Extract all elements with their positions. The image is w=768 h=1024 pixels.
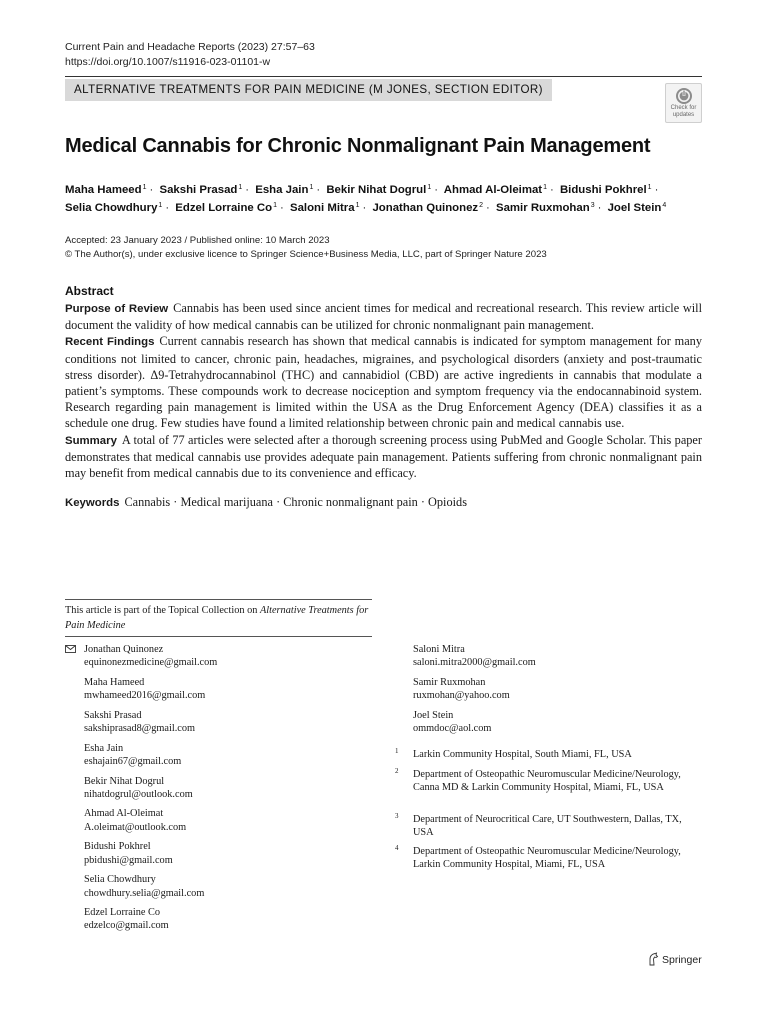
footnote-rule-2 [65,636,372,637]
contact-email[interactable]: chowdhury.selia@gmail.com [84,887,205,899]
affiliation-text: Department of Osteopathic Neuromuscular Medicine/Neurology, Larkin Community Hospital, Miami, FL, USA [413,846,681,871]
author[interactable]: Selia Chowdhury [65,202,158,214]
affiliation-text: Department of Neurocritical Care, UT Southwestern, Dallas, TX, USA [413,814,682,839]
abstract-heading: Abstract [65,284,114,298]
keywords-text: Cannabis · Medical marijuana · Chronic nonmalignant pain · Opioids [124,495,467,509]
author[interactable]: Edzel Lorraine Co [175,202,273,214]
contact-entry [84,807,384,834]
contact-entry [84,873,384,900]
author[interactable]: Maha Hameed [65,184,142,196]
affiliation-text: Department of Osteopathic Neuromuscular Medicine/Neurology, Canna MD & Larkin Community Hospital, Miami, FL, USA [413,769,681,794]
findings-text: Current cannabis research has shown that medical cannabis is indicated for symptom management for many conditions not limited to cancer, chronic pain, headaches, migraines, and psychological disorders (anxiety and post-traumatic stress disorder). Δ9-Tetrahydrocannabinol (THC) and cannabidiol (CBD) are active ingredients in cannabis that modulate a patient’s symptoms. These compounds work to decrease nociception and symptom frequency via the endocannabinoid system. Research regarding pain management is limited within the USA as the Drug Enforcement Agency (DEA) classifies it as a schedule one drug. Few studies have found a limited relationship between chronic pain and medical cannabis use. [65,334,702,431]
affiliation-number: 2 [395,767,399,775]
author-affiliation: 1 [647,184,652,191]
topical-prefix: This article is part of the Topical Collection on [65,605,260,616]
topical-collection-note [65,603,375,633]
contact-email[interactable]: ruxmohan@yahoo.com [413,690,510,702]
author[interactable]: Bidushi Pokhrel [559,184,647,196]
topical-collection-name[interactable]: Alternative Treatments for Pain Medicine [65,605,369,631]
publisher-footer [647,952,702,968]
check-for-updates-badge[interactable] [665,83,702,123]
author[interactable]: Ahmad Al-Oleimat [443,184,543,196]
article-title: Medical Cannabis for Chronic Nonmalignant Pain Management [65,135,651,157]
publication-dates [65,234,705,261]
contacts-left [84,643,384,939]
author-affiliation: 1 [158,202,163,209]
publisher-name: Springer [662,954,702,966]
contact-email[interactable]: A.oleimat@outlook.com [84,821,187,833]
contact-entry [413,643,713,670]
contact-name: Edzel Lorraine Co [84,907,161,919]
journal-citation: Current Pain and Headache Reports (2023) 27:57–63 [65,41,315,53]
contact-email[interactable]: edzelco@gmail.com [84,920,169,932]
author-affiliation: 4 [662,202,667,209]
summary-text: A total of 77 articles were selected after a thorough screening process using PubMed and Google Scholar. This paper demonstrates that medical cannabis use provides adequate pain management. Patients suffering from chronic nonmalignant pain may benefit from medical cannabis due to its convenience and efficacy. [65,432,702,481]
contact-email[interactable]: ommdoc@aol.com [413,723,492,735]
author-affiliation: 1 [142,184,147,191]
keywords [65,494,702,511]
contact-name: Sakshi Prasad [84,709,142,721]
doi-link[interactable]: https://doi.org/10.1007/s11916-023-01101-w [65,56,271,68]
contact-entry [84,775,384,802]
contact-email[interactable]: eshajain67@gmail.com [84,755,182,767]
accepted-date: Accepted: 23 January 2023 / Published online: 10 March 2023 [65,235,330,246]
affiliation-number: 3 [395,812,399,820]
author[interactable]: Bekir Nihat Dogrul [326,184,427,196]
contact-email[interactable]: sakshiprasad8@gmail.com [84,723,195,735]
findings-label: Recent Findings [65,336,155,349]
contact-name: Maha Hameed [84,676,145,688]
author[interactable]: Joel Stein [607,202,662,214]
footnote-rule [65,599,372,600]
author-list: Maha Hameed$^1$ · Sakshi Prasad$^1$ · Esha Jain$^1$ · Bekir Nihat Dogrul$^1$ · Ahmad Al-Oleimat$^1$ · Bidushi Pokhrel$^1$ · Selia Chowdhury$^1$ · Edzel Lorraine $Co^1$ · Saloni Mitra$^1$ · Jonathan Quinonez$^2$ · Samir Ruxmohan$^3$ · Joel Stein$^4$ [65,184,667,214]
author-affiliation: 1 [355,202,360,209]
contact-entry [84,643,384,670]
author[interactable]: Esha Jain [255,184,309,196]
contact-name: Samir Ruxmohan [413,676,486,688]
copyright-notice: © The Author(s), under exclusive licence to Springer Science+Business Media, LLC, part of Springer Nature 2023 [65,248,547,260]
badge-line-2: updates [672,111,695,118]
keywords-label: Keywords [65,497,120,509]
author-affiliation: 1 [543,184,547,191]
abstract-body [65,300,702,481]
affiliation-number: 4 [395,844,399,852]
section-banner: ALTERNATIVE TREATMENTS FOR PAIN MEDICINE (M JONES, SECTION EDITOR) [65,79,552,101]
springer-horse-icon [647,952,659,966]
contact-entry [413,676,713,703]
contact-name: Jonathan Quinonez [84,644,164,655]
contact-name: Bidushi Pokhrel [84,841,151,853]
author[interactable]: Saloni Mitra [290,202,355,214]
contact-email[interactable]: mwhameed2016@gmail.com [84,690,206,702]
contact-name: Saloni Mitra [413,644,465,655]
contact-email[interactable]: equinonezmedicine@gmail.com [84,657,218,669]
affiliation-text: Larkin Community Hospital, South Miami, FL, USA [413,749,632,760]
author-affiliation: 3 [590,202,595,209]
contact-name: Esha Jain [84,742,124,754]
contact-email[interactable]: pbidushi@gmail.com [84,854,173,866]
affiliation-number: 1 [395,747,399,755]
check-updates-icon [675,87,693,105]
author[interactable]: Jonathan Quinonez [372,202,479,214]
contact-entry [84,676,384,703]
purpose-text: Cannabis has been used since ancient times for medical and recreational research. This review article will document the validity of how medical cannabis can be utilized for chronic nonmalignant pain management. [65,301,702,333]
author-affiliation: 1 [238,184,243,191]
contact-name: Bekir Nihat Dogrul [84,775,165,787]
contact-entry [84,906,384,933]
contact-entry [413,709,713,736]
author[interactable]: Sakshi Prasad [159,184,238,196]
contact-entry [84,840,384,867]
contact-name: Selia Chowdhury [84,874,156,886]
contact-entry [84,742,384,769]
author-affiliation: 2 [479,202,484,209]
header-rule [65,76,702,77]
badge-line-1: Check for [670,105,697,111]
purpose-label: Purpose of Review [65,303,169,315]
summary-label: Summary [65,434,117,447]
contact-name: Joel Stein [413,709,454,721]
envelope-icon [65,645,76,653]
contact-name: Ahmad Al-Oleimat [84,808,164,820]
author-affiliation: 1 [309,184,314,191]
contacts-right [413,643,713,742]
author[interactable]: Samir Ruxmohan [496,202,590,214]
contact-email[interactable]: nihatdogrul@outlook.com [84,788,193,800]
contact-entry [84,709,384,736]
contact-email[interactable]: saloni.mitra2000@gmail.com [413,657,536,669]
author-affiliation: 1 [427,184,432,191]
author-affiliation: 1 [273,202,278,209]
